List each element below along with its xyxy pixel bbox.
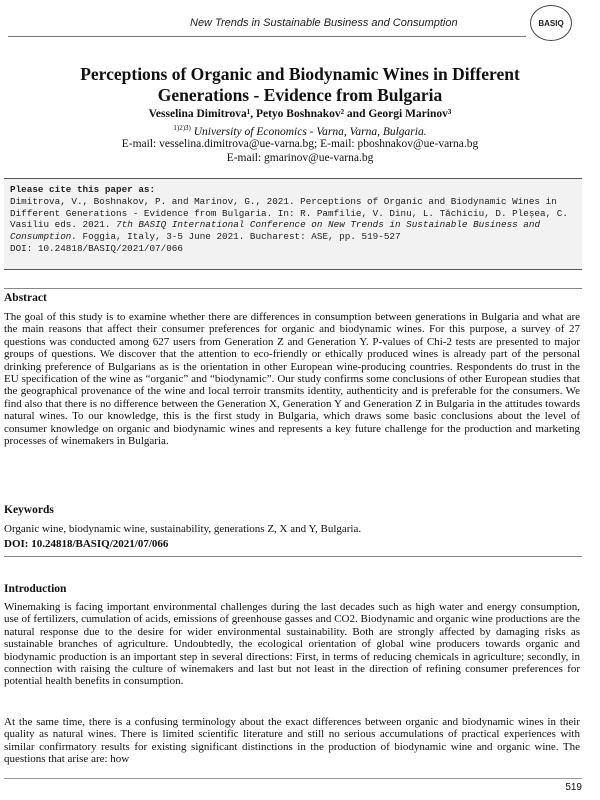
paper-title bbox=[0, 64, 600, 106]
paper-title-line2: Generations - Evidence from Bulgaria bbox=[157, 85, 443, 105]
affiliation-superscript: 1)2)3) bbox=[173, 124, 191, 132]
affiliation-text: University of Economics - Varna, Varna, Bulgaria. bbox=[193, 125, 427, 138]
introduction-heading: Introduction bbox=[4, 583, 67, 595]
citation-conference: 7th BASIQ International Conference on New Trends in Sustainable Business and Consumption. bbox=[10, 219, 541, 243]
keywords-bottom-rule bbox=[4, 556, 582, 557]
citation-box bbox=[4, 178, 582, 270]
abstract-heading: Abstract bbox=[4, 292, 47, 304]
keywords-doi: DOI: 10.24818/BASIQ/2021/07/066 bbox=[4, 538, 169, 550]
footer-rule bbox=[4, 778, 582, 779]
authors: Vesselina Dimitrova¹, Petyo Boshnakov² and Georgi Marinov³ bbox=[148, 108, 452, 120]
abstract-top-rule bbox=[4, 288, 582, 289]
paper-title-line1: Perceptions of Organic and Biodynamic Wines in Different bbox=[80, 64, 520, 84]
affiliation bbox=[0, 124, 600, 138]
email-line-2: E-mail: gmarinov@ue-varna.bg bbox=[226, 152, 374, 164]
email-line-1: E-mail: vesselina.dimitrova@ue-varna.bg; E-mail: pboshnakov@ue-varna.bg bbox=[121, 138, 479, 150]
citation-body bbox=[10, 196, 576, 243]
journal-title: New Trends in Sustainable Business and Consumption bbox=[190, 17, 458, 29]
citation-heading: Please cite this paper as: bbox=[10, 184, 156, 195]
basiq-logo-text: BASIQ bbox=[538, 18, 564, 28]
author-emails bbox=[0, 137, 600, 165]
keywords-heading: Keywords bbox=[4, 504, 54, 516]
introduction-paragraph-2: At the same time, there is a confusing terminology about the exact differences between organic and biodynamic wines in their quality as natural wines. There is limited scientific literature and still no serious accumulations of practical experiences with similar confirmatory results for existing significant distinctions in the production of biodynamic wine and organic wine. The questions that arise are: how bbox=[4, 716, 580, 766]
introduction-paragraph-1: Winemaking is facing important environmental challenges during the last decades such as high water and energy consumption, use of fertilizers, cumulation of acids, emissions of greenhouse gasses and CO2. Biodynamic and organic wine productions are the natural response due to the desire for wider environmental sustainability. Both are strongly affected by damaging risks as sustainable branches of agriculture. Undoubtedly, the ecological orientation of global wine producers towards organic and biodynamic production is an important step in several directions: First, in terms of reducing chemicals in agriculture; secondly, in connection with raising the culture of winemakers and last but not least in the direction of refining consumer preferences for potential health benefits in consumption. bbox=[4, 601, 580, 688]
abstract-text: The goal of this study is to examine whether there are differences in consumption between generations in Bulgaria and what are the main reasons that affect their consumer preferences for organic and biodynamic wines. For this purpose, a survey of 27 questions was conducted among 627 users from Generation Z and Generation Y. P-values of Chi-2 tests are presented to major groups of questions. We discover that the attention to eco-friendly or ethically produced wines is already part of the personal drinking preference of Bulgarians as is the orientation in other European wine-producing countries. Respondents do trust in the EU specification of the wine as “organic” and “biodynamic”. Our study confirms some conclusions of other European studies that the geographical provenance of the wine and local terroir transmits identity, authenticity and is preferable for the consumers. We find also that there is no difference between the Generation X, Generation Y and Generation Z in Bulgaria in the attitudes towards natural wines. To our knowledge, this is the first study in Bulgaria, which draws some basic conclusions about the level of consumer knowledge on organic and biodynamic wines and represents a key future challenge for the production and marketing processes of winemakers in Bulgaria. bbox=[4, 311, 580, 448]
citation-publisher: Foggia, Italy, 3-5 June 2021. Bucharest: ASE, pp. 519-527 bbox=[82, 231, 401, 243]
keywords-text: Organic wine, biodynamic wine, sustainability, generations Z, X and Y, Bulgaria. bbox=[4, 523, 362, 535]
citation-doi: DOI: 10.24818/BASIQ/2021/07/066 bbox=[10, 242, 183, 254]
basiq-logo bbox=[530, 5, 572, 41]
page-header bbox=[0, 0, 600, 48]
page-number: 519 bbox=[565, 782, 582, 793]
header-rule bbox=[8, 36, 526, 37]
citation-text: Dimitrova, V., Boshnakov, P. and Marinov, G., 2021. Perceptions of Organic and Biodynamic Wines in Different Generations - Evidence from Bulgaria. In: R. Pamfilie, V. Dinu, L. Tăchiciu, D. Pleșea, C. Vasiliu eds. 2021. bbox=[10, 195, 568, 231]
